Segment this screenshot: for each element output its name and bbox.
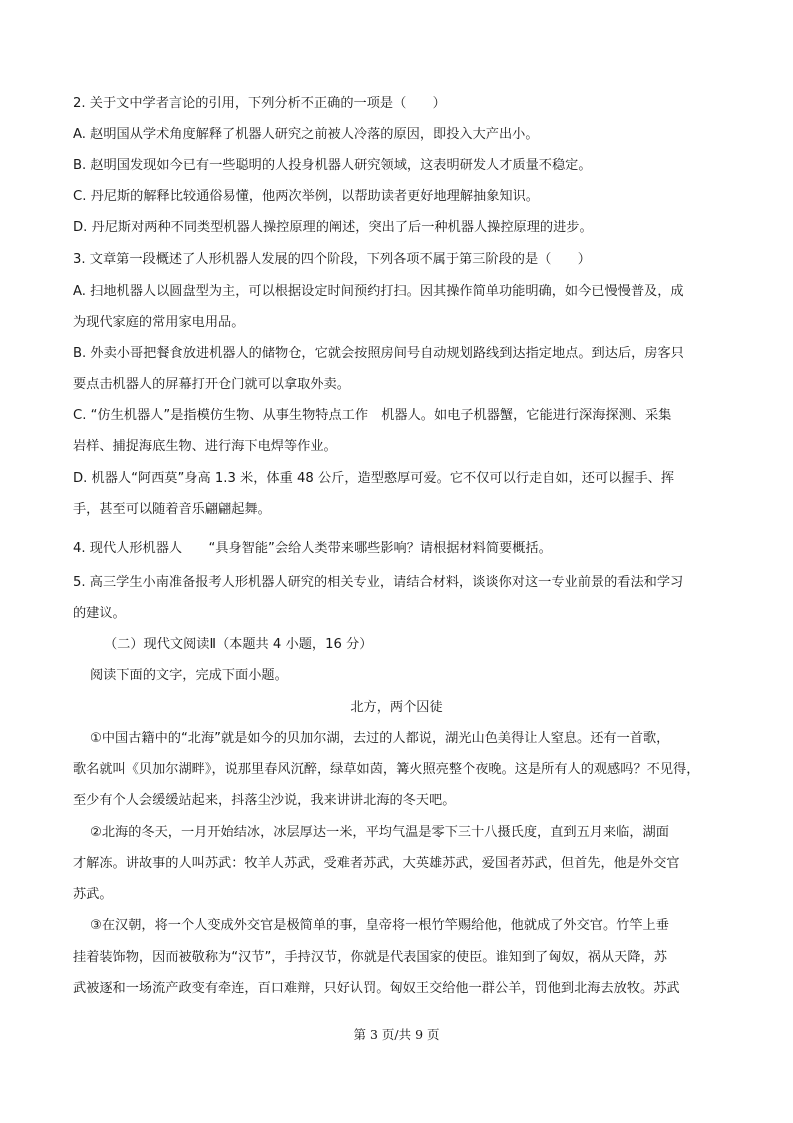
- question-5-line2: 的建议。: [73, 606, 126, 621]
- question-3-option-a-line1: A. 扫地机器人以圆盘型为主，可以根据设定时间预约打扫。因其操作简单功能明确，如今已慢慢普及，成: [73, 284, 684, 299]
- question-3-stem: 3. 文章第一段概述了人形机器人发展的四个阶段，下列各项不属于第三阶段的是（ ）: [73, 252, 591, 267]
- page-number: 第 3 页/共 9 页: [353, 1027, 440, 1042]
- passage-p1-line3: 至少有个人会缓缓站起来，抖落尘沙说，我来讲讲北海的冬天吧。: [73, 793, 456, 808]
- question-3-option-c-line1: C. “仿生机器人”是指模仿生物、从事生物特点工作 机器人。如电子机器蟹，它能进行深海探测、采集: [73, 408, 672, 423]
- question-2-option-a: A. 赵明国从学术角度解释了机器人研究之前被人冷落的原因，即投入大产出小。: [73, 127, 539, 142]
- question-3-option-c-line2: 岩样、捕捉海底生物、进行海下电焊等作业。: [73, 439, 337, 454]
- passage-p3-line2: 挂着装饰物，因而被敬称为“汉节”，手持汉节，你就是代表国家的使臣。谁知到了匈奴，祸从天降，苏: [73, 950, 667, 965]
- passage-title: 北方，两个囚徒: [350, 700, 443, 715]
- passage-p2-line1: ②北海的冬天，一月开始结冰，冰层厚达一米，平均气温是零下三十八摄氏度，直到五月来临，湖面: [90, 825, 669, 840]
- passage-p1-line1: ①中国古籍中的“北海”就是如今的贝加尔湖，去过的人都说，湖光山色美得让人窒息。还有一首歌，: [90, 731, 670, 746]
- passage-p2-line2: 才解冻。讲故事的人叫苏武：牧羊人苏武，受难者苏武，大英雄苏武，爱国者苏武，但首先，他是外交官: [73, 856, 680, 871]
- question-2-option-c: C. 丹尼斯的解释比较通俗易懂，他两次举例，以帮助读者更好地理解抽象知识。: [73, 189, 539, 204]
- question-3-option-d-line1: D. 机器人“阿西莫”身高 1.3 米，体重 48 公斤，造型憨厚可爱。它不仅可以行走自如，还可以握手、挥: [73, 471, 675, 486]
- passage-p3-line1: ③在汉朝，将一个人变成外交官是极简单的事，皇帝将一根竹竿赐给他，他就成了外交官。竹竿上垂: [90, 918, 669, 933]
- question-4: 4. 现代人形机器人 “具身智能”会给人类带来哪些影响？请根据材料简要概括。: [73, 541, 552, 556]
- passage-p1-line2: 歌名就叫《贝加尔湖畔》，说那里春风沉醉，绿草如茵，篝火照亮整个夜晚。这是所有人的观感吗？不见得，: [73, 762, 700, 777]
- question-2-stem: 2. 关于文中学者言论的引用，下列分析不正确的一项是（ ）: [73, 96, 446, 111]
- question-3-option-d-line2: 手，甚至可以随着音乐翩翩起舞。: [73, 502, 271, 517]
- question-5-line1: 5. 高三学生小南准备报考人形机器人研究的相关专业，请结合材料，谈谈你对这一专业前景的看法和学习: [73, 575, 684, 590]
- passage-p2-line3: 苏武。: [73, 887, 113, 902]
- question-2-option-b: B. 赵明国发现如今已有一些聪明的人投身机器人研究领域，这表明研发人才质量不稳定。: [73, 158, 592, 173]
- question-3-option-b-line2: 要点击机器人的屏幕打开仓门就可以拿取外卖。: [73, 377, 350, 392]
- section-instruction: 阅读下面的文字，完成下面小题。: [90, 668, 288, 683]
- question-2-option-d: D. 丹尼斯对两种不同类型机器人操控原理的阐述，突出了后一种机器人操控原理的进步。: [73, 220, 593, 235]
- question-3-option-b-line1: B. 外卖小哥把餐食放进机器人的储物仓，它就会按照房间号自动规划路线到达指定地点。到达后，房客只: [73, 346, 684, 361]
- section-heading: （二）现代文阅读Ⅱ（本题共 4 小题，16 分）: [104, 637, 373, 652]
- passage-p3-line3: 武被逐和一场流产政变有牵连，百口难辩，只好认罚。匈奴王交给他一群公羊，罚他到北海去放牧。苏武: [73, 981, 680, 996]
- question-3-option-a-line2: 为现代家庭的常用家电用品。: [73, 315, 245, 330]
